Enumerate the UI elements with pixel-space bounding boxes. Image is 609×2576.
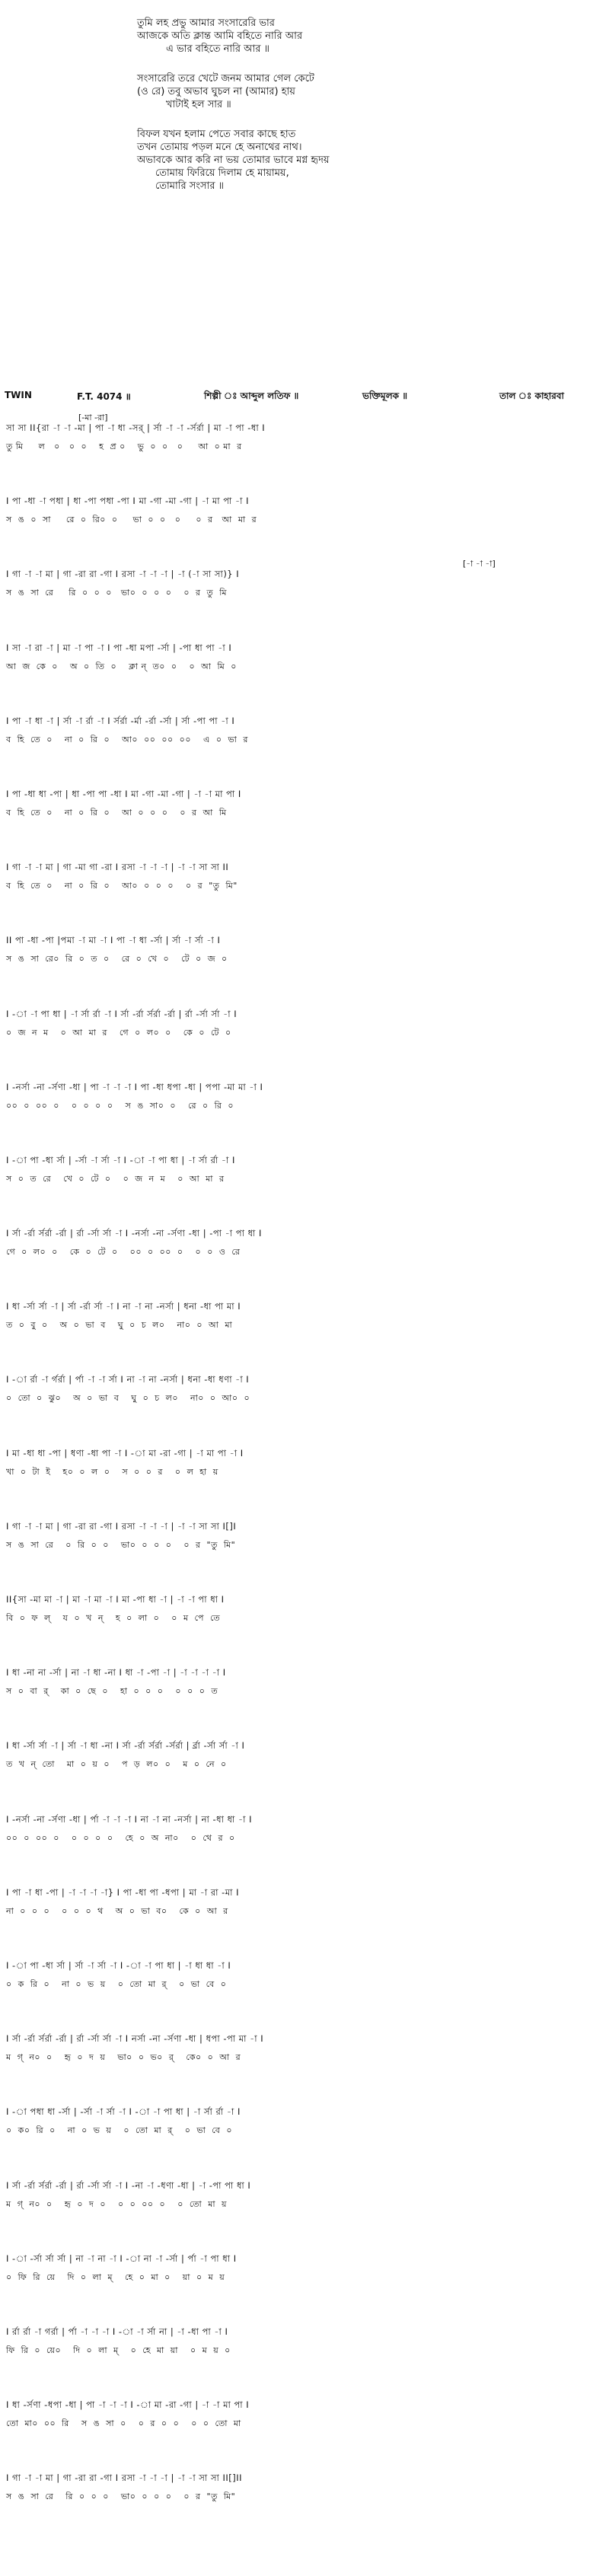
song-genre: ভক্তিমূলক ॥ [362, 391, 407, 401]
lyric-syllable-row: ত খ ন্ তো মা ০ য় ০ প ড় ল০ ০ ম ০ নে ০ [6, 1759, 227, 1770]
swar-row: II পা -ধা -পা |পমা -া মা -া I পা -া ধা -র্সা | র্সা -া র্সা -া I [6, 935, 221, 946]
record-label: TWIN [5, 390, 32, 400]
swar-row: সা সা II{রা -া -া -মা | পা -া ধা -সর্ | র্সা -া -া -র্সর্রা | মা -া পা -ধা I [6, 422, 266, 433]
lyric-syllable-row: স ঙ ০ সা রে ০ রি০ ০ ভা ০ ০ ০ ০ র আ মা র [6, 515, 257, 525]
lyrics-line: তখন তোমায় পড়ল মনে হে অনাথের নাথ। [137, 142, 302, 153]
lyrics-line: আজকে অতি ক্লান্ত আমি বহিতে নারি আর [137, 30, 303, 42]
swar-row: I পা -ধা ধা -পা | ধা -পা পা -ধা I মা -গা -মা -গা | -া -া মা পা I [6, 788, 241, 799]
swar-row: I ধা -না না -র্সা | না -া ধা -না I ধা -া -পা -া | -া -া -া -া I [6, 1667, 226, 1679]
notation-line [6, 411, 600, 484]
swar-row: I মা -ধা ধা -পা | ধণা -ধা পা -া I -া মা -রা -গা | -া মা পা -া I [6, 1447, 244, 1459]
notation-line [6, 2315, 600, 2388]
notation-line [6, 557, 600, 630]
notation-line [6, 1216, 600, 1290]
lyric-syllable-row: খা ০ টা ই হ০ ০ ল ০ স ০ ০ র ০ ল হা য় [6, 1466, 218, 1477]
notation-line [6, 1949, 600, 2022]
lyric-syllable-row: ০ ক০ রি ০ না ০ ভ য় ০ তো মা র্ ০ ভা বে ০ [6, 2125, 232, 2136]
swar-row: I -া র্রা -া র্গর্রা | র্পা -া -া র্সা I না -া না -নর্সা | ধনা -ধা ধণা -া I [6, 1374, 250, 1385]
lyrics-stanza [137, 17, 533, 56]
notation-line [6, 704, 600, 777]
notation-line [6, 631, 600, 704]
lyrics-line: অভাবকে আর করি না ভয় তোমার ভাবে মগ্ন হৃদয় [137, 155, 330, 166]
lyric-syllable-row: আ জ কে ০ অ ০ তি ০ ক্লা ন্ ত০ ০ ০ আ মি ০ [6, 661, 237, 671]
lyrics-block [137, 17, 533, 209]
lyric-syllable-row: স ০ বা র্ কা ০ ছে ০ হা ০ ০ ০ ০ ০ ০ ত [6, 1686, 218, 1697]
swar-row: I -া -া পা ধা | -া র্সা র্রা -া I র্সা -র্রা র্সর্রা -র্রা | র্রা -র্সা র্সা -া I [6, 1008, 238, 1019]
lyric-syllable-row: ব হি তে ০ না ০ রি ০ আ০ ০ ০ ০ ০ র "তু মি" [6, 881, 238, 891]
notation-line [6, 1143, 600, 1216]
swar-row: I র্রা র্রা -া গর্রা | র্পা -া -া -া I -া -া র্সা না | -া -ধা পা -া I [6, 2326, 228, 2337]
notation-line [6, 1436, 600, 1510]
notation-line [6, 850, 600, 923]
notation-line [6, 1876, 600, 1949]
lyrics-line: বিফল যখন হলাম পেতে সবার কাছে হাত [137, 129, 296, 140]
notation-line [6, 777, 600, 850]
swar-row: I র্সা -র্রা র্সর্রা -র্রা | র্রা -র্সা র্সা -া I -নর্সা -না -র্সণা -ধা | -পা -া পা ধা I [6, 1228, 262, 1239]
swar-row: I ধা -র্সা র্সা -া | র্সা -া ধা -না I র্সা -র্রা র্সর্রা -র্সর্রা | র্র্রা -র্সা র্সা -া I [6, 1740, 245, 1752]
lyric-syllable-row: ০ তো ০ ঝু০ অ ০ ভা ব ঘু ০ চ ল০ না০ ০ আ০ ০ [6, 1393, 250, 1404]
swar-row: I -নর্সা -না -র্সণা -ধা | পা -া -া -া I পা -ধা ধপা -ধা | পপা -মা মা -া I [6, 1081, 263, 1092]
swar-row: I -া পা -ধা র্সা | -র্সা -া র্সা -া I -া -া পা ধা | -া র্সা র্রা -া I [6, 1154, 235, 1165]
notation-block [6, 411, 600, 2534]
lyric-syllable-row: ০০ ০ ০০ ০ ০ ০ ০ ০ হে ০ অ না০ ০ থে র ০ [6, 1832, 235, 1843]
swar-row: I গা -া -া মা | গা -রা রা -গা I রসা -া -া -া | -া -া সা সা I[]I [6, 1520, 237, 1532]
lyric-syllable-row: ম গ্ ন০ ০ হৃ ০ দ ০ ০ ০ ০০ ০ ০ তো মা য় [6, 2198, 228, 2209]
lyric-syllable-row: স ঙ সা রে০ রি ০ ত ০ রে ০ খে ০ টে ০ জ ০ [6, 954, 228, 964]
swar-row: I ধা -র্সা র্সা -া | র্সা -র্রা র্সা -া I না -া না -নর্সা | ধনা -ধা পা মা I [6, 1301, 241, 1312]
notation-line [6, 484, 600, 557]
swar-row: I গা -া -া মা | গা -রা রা -গা I রসা -া -া -া | -া -া সা সা II[]II [6, 2472, 243, 2484]
swar-row: II{সা -মা মা -া | মা -া মা -া I মা -পা ধা -া | -া -া পা ধা I [6, 1594, 225, 1605]
lyric-syllable-row: তু মি ল ০ ০ ০ হ প্র ০ ভু ০ ০ ০ আ ০ মা র [6, 442, 242, 451]
notation-line [6, 1510, 600, 1583]
notation-line [6, 2022, 600, 2095]
swar-row: I -া পা -ধা র্সা | র্সা -া র্সা -া I -া -া পা ধা | -া ধা ধা -া I [6, 1959, 231, 1971]
notation-line [6, 1290, 600, 1363]
lyric-syllable-row: গে ০ ল০ ০ কে ০ টে ০ ০০ ০ ০০ ০ ০ ০ ও রে [6, 1247, 241, 1258]
lyrics-line: তোমায় ফিরিয়ে দিলাম হে মায়াময়, [155, 167, 289, 179]
lyrics-line: তুমি লহ প্রভু আমার সংসারেরি ভার [137, 18, 275, 29]
swar-row: I সা -া রা -া | মা -া পা -া I পা -ধা মপা -র্সা | -পা ধা পা -া I [6, 642, 232, 653]
lyric-syllable-row: স ঙ সা রে রি ০ ০ ০ ভা০ ০ ০ ০ ০ র তু মি [6, 588, 228, 598]
lyric-syllable-row: ০ ফি রি য়ে দি ০ লা ম্ হে ০ মা ০ য়া ০ ম য় [6, 2272, 225, 2282]
lyric-syllable-row: স ঙ সা রে রি ০ ০ ০ ভা০ ০ ০ ০ ০ র "তু মি" [6, 2492, 236, 2502]
notation-line [6, 923, 600, 996]
notation-line [6, 997, 600, 1070]
swar-row: I -নর্সা -না -র্সণা -ধা | র্পা -া -া -া I না -া না -নর্সা | না -ধা ধা -া I [6, 1813, 253, 1825]
swar-row: I -া -র্সা র্সা র্সা | না -া না -া I -া না -া -র্সা | র্পা -া পা ধা I [6, 2252, 237, 2264]
lyric-syllable-row: স ঙ সা রে ০ রি ০ ০ ভা০ ০ ০ ০ ০ র "তু মি" [6, 1539, 236, 1550]
song-header [5, 390, 598, 406]
swar-row: I গা -া -া মা | গা -রা রা -গা I রসা -া -া -া | -া (-া সা সা)} I [6, 569, 240, 580]
lyrics-stanza [137, 72, 533, 111]
lyric-syllable-row: ম গ্ ন০ ০ হৃ ০ দ য় ভা০ ০ ভ০ র্ কে০ ০ আ র [6, 2052, 241, 2063]
lyric-syllable-row: বি ০ ফ ল্ য ০ খ ন্ হ ০ লা ০ ০ ম পে তে [6, 1613, 221, 1623]
lyric-syllable-row: ০ ক রি ০ না ০ ভ য় ০ তো মা র্ ০ ভা বে ০ [6, 1978, 227, 1989]
swar-row: I -া পধা ধা -র্সা | -র্সা -া র্সা -া I -া -া পা ধা | -া র্সা র্রা -া I [6, 2106, 241, 2118]
lyrics-line: (ও রে) তবু অভাব ঘুচল না (আমার) হায় [137, 86, 295, 97]
lyrics-line: এ ভার বহিতে নারি আর ॥ [166, 43, 269, 55]
notation-line [6, 2388, 600, 2461]
lyric-syllable-row: ০ জ ন ম ০ আ মা র গে ০ ল০ ০ কে ০ টে ০ [6, 1027, 231, 1038]
artist-name: শিল্পী ঃ আব্দুল লতিফ ॥ [204, 391, 299, 401]
lyrics-line: খাটাই হল সার ॥ [166, 99, 231, 110]
notation-annotation: [-মা -রা] [78, 413, 108, 422]
swar-row: I পা -া ধা -পা | -া -া -া -া} I পা -ধা পা -ধপা | মা -া রা -মা I [6, 1886, 240, 1898]
record-number: F.T. 4074 ॥ [77, 391, 131, 402]
notation-line [6, 2461, 600, 2534]
lyric-syllable-row: স ০ ত রে খে ০ টে ০ ০ জ ন ম ০ আ মা র [6, 1173, 225, 1184]
swar-row: I ধা -র্সণা -ধপা -ধা | পা -া -া -া I -া মা -রা -গা | -া -া মা পা I [6, 2399, 250, 2411]
notation-annotation: [-া -া -া] [463, 559, 496, 569]
lyric-syllable-row: ব হি তে ০ না ০ রি ০ আ০ ০০ ০০ ০০ এ ০ ভা র [6, 734, 248, 744]
notation-line [6, 1070, 600, 1143]
notation-line [6, 2095, 600, 2168]
notation-line [6, 2169, 600, 2242]
lyric-syllable-row: ফি রি ০ য়ে০ দি ০ লা ম্ ০ হে মা য়া ০ ম য় ০ [6, 2345, 231, 2355]
lyric-syllable-row: না ০ ০ ০ ০ ০ ০ থ অ ০ ভা ব০ কে ০ আ র [6, 1905, 228, 1916]
swar-row: I পা -া ধা -া | র্সা -া র্রা -া I র্সর্রা -র্মা -র্রা -র্সা | র্সা -পা পা -া I [6, 715, 235, 726]
swar-row: I র্সা -র্রা র্সর্রা -র্রা | র্রা -র্সা র্সা -া I -না -া -ধণা -ধা | -া -পা পা ধা I [6, 2179, 251, 2191]
notation-line [6, 1656, 600, 1729]
lyric-syllable-row: ব হি তে ০ না ০ রি ০ আ ০ ০ ০ ০ র আ মি [6, 807, 227, 818]
taal-name: তাল ঃ কাহারবা [499, 391, 564, 401]
notation-line [6, 1583, 600, 1656]
swar-row: I র্সা -র্রা র্সর্রা -র্রা | র্রা -র্সা র্সা -া I নর্সা -না -র্সণা -ধা | ধপা -পা মা -া I [6, 2033, 264, 2045]
lyrics-line: সংসারেরি তরে খেটে জনম আমার গেল কেটে [137, 73, 314, 84]
lyric-syllable-row: তো মা০ ০০ রি স ঙ সা ০ ০ র ০ ০ ০ ০ তো মা [6, 2418, 241, 2429]
notation-line [6, 1803, 600, 1876]
lyrics-line: তোমারি সংসার ॥ [155, 180, 224, 192]
swar-row: I পা -ধা -া পধা | ধা -পা পধা -পা I মা -গা -মা -গা | -া মা পা -া I [6, 496, 250, 507]
notation-line [6, 2242, 600, 2315]
notation-line [6, 1363, 600, 1436]
swar-row: I গা -া -া মা | গা -মা গা -রা I রসা -া -া -া | -া -া সা সা II [6, 862, 229, 873]
lyric-syllable-row: ত ০ বু ০ অ ০ ভা ব ঘু ০ চ ল০ না০ ০ আ মা [6, 1320, 233, 1331]
lyrics-stanza [137, 128, 533, 193]
notation-line [6, 1729, 600, 1802]
lyric-syllable-row: ০০ ০ ০০ ০ ০ ০ ০ ০ স ঙ সা০ ০ রে ০ রি ০ [6, 1100, 234, 1111]
